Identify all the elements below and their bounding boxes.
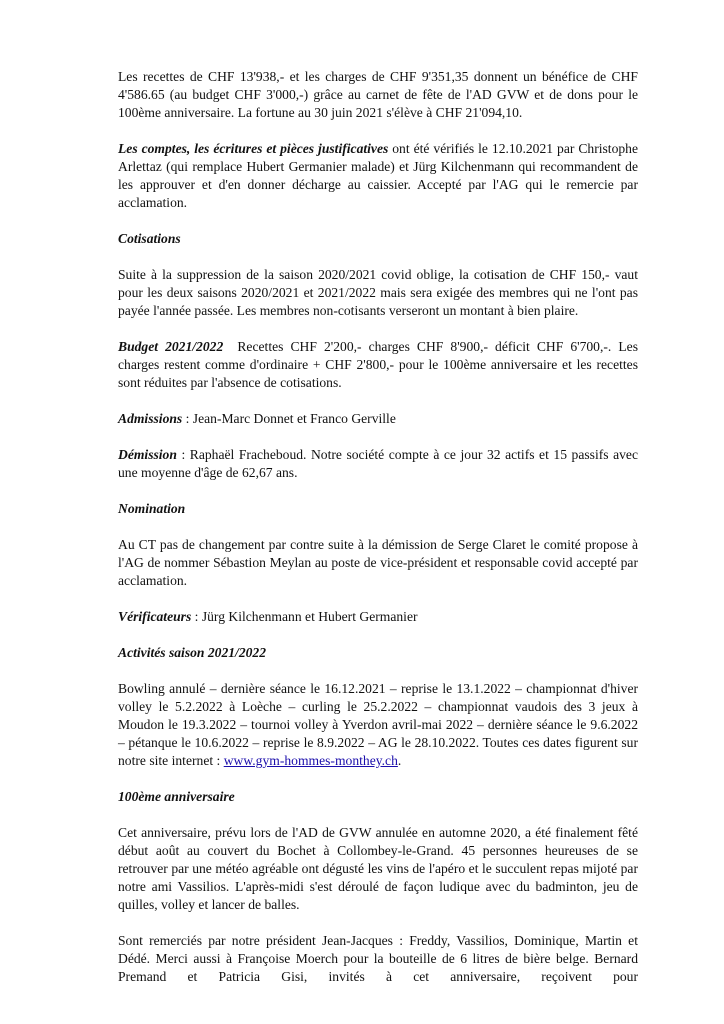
demission-label: Démission <box>118 447 177 462</box>
budget-text: Recettes CHF 2'200,- charges CHF 8'900,- déficit CHF 6'700,-. Les charges restent comme d'ordinaire + CHF 2'800,- pour le 100ème anniversaire et les recettes sont réduites par l'absence de cotisations. <box>118 339 642 390</box>
verificateurs-text: : Jürg Kilchenmann et Hubert Germanier <box>191 609 418 624</box>
comptes-text: ont été vérifiés le 12.10.2021 par Christophe Arlettaz (qui remplace Hubert Germanier malade) et Jürg Kilchenmann qui recommandent de les approuver et d'en donner décharge au caissier. Accepté par l'AG qui le remercie par acclamation. <box>118 141 639 210</box>
verificateurs-label: Vérificateurs <box>118 609 192 624</box>
budget-label: Budget 2021/2022 <box>118 339 224 354</box>
paragraph-cotisations: Suite à la suppression de la saison 2020/2021 covid oblige, la cotisation de CHF 150,- vaut pour les deux saisons 2020/2021 et 2021/2022 mais sera exigée des membres qui ne l'ont pas payée l'année passée. Les membres non-cotisants verseront un montant à bien plaire. <box>118 267 638 318</box>
paragraph-demission <box>118 446 638 482</box>
paragraph-budget <box>118 338 642 392</box>
heading-anniversaire: 100ème anniversaire <box>118 789 235 804</box>
website-link[interactable]: www.gym-hommes-monthey.ch <box>223 753 398 768</box>
paragraph-verificateurs <box>118 608 638 626</box>
heading-nomination: Nomination <box>118 501 186 516</box>
paragraph-nomination: Au CT pas de changement par contre suite à la démission de Serge Claret le comité propose à l'AG de nommer Sébastion Meylan au poste de vice-président et responsable covid accepté par acclamation. <box>118 537 638 588</box>
activites-end: . <box>397 753 402 768</box>
paragraph-finances: Les recettes de CHF 13'938,- et les charges de CHF 9'351,35 donnent un bénéfice de CHF 4'586.65 (au budget CHF 3'000,-) grâce au carnet de fête de l'AD GVW et de dons pour le 100ème anniversaire. La fortune au 30 juin 2021 s'élève à CHF 21'094,10. <box>118 69 638 120</box>
activites-text: Bowling annulé – dernière séance le 16.12.2021 – reprise le 13.1.2022 – championnat d'hiver volley le 5.2.2022 à Loèche – curling le 25.2.2022 – championnat vaudois des 3 jeux à Moudon le 19.3.2022 – tournoi volley à Yverdon avril-mai 2022 – dernière séance le 9.6.2022 – pétanque le 10.6.2022 – reprise le 8.9.2022 – AG le 28.10.2022. Toutes ces dates figurent sur notre site internet : <box>118 681 638 768</box>
document-page <box>118 68 642 1004</box>
admissions-label: Admissions <box>118 411 183 426</box>
paragraph-admissions <box>118 410 638 428</box>
heading-activites: Activités saison 2021/2022 <box>118 645 267 660</box>
paragraph-remerciements: Sont remerciés par notre président Jean-Jacques : Freddy, Vassilios, Dominique, Martin et Dédé. Merci aussi à Françoise Moerch pour la bouteille de 6 litres de bière belge. Bernard Premand et Patricia Gisi, invités à cet anniversaire, reçoivent pour <box>118 933 638 984</box>
admissions-text: : Jean-Marc Donnet et Franco Gerville <box>182 411 396 426</box>
comptes-label: Les comptes, les écritures et pièces justificatives <box>118 141 389 156</box>
paragraph-comptes <box>118 140 638 212</box>
paragraph-activites <box>118 680 638 770</box>
paragraph-anniversaire: Cet anniversaire, prévu lors de l'AD de GVW annulée en automne 2020, a été finalement fêté début août au couvert du Bochet à Collombey-le-Grand. 45 personnes heureuses de se retrouver par une météo agréable ont dégusté les vins de l'apéro et le succulent repas mijoté par notre ami Vassilios. L'après-midi s'est déroulé de façon ludique avec du badminton, jeu de quilles, volley et lancer de balles. <box>118 825 638 912</box>
demission-text: : Raphaël Fracheboud. Notre société compte à ce jour 32 actifs et 15 passifs avec une moyenne d'âge de 62,67 ans. <box>118 447 638 480</box>
heading-cotisations: Cotisations <box>118 231 181 246</box>
